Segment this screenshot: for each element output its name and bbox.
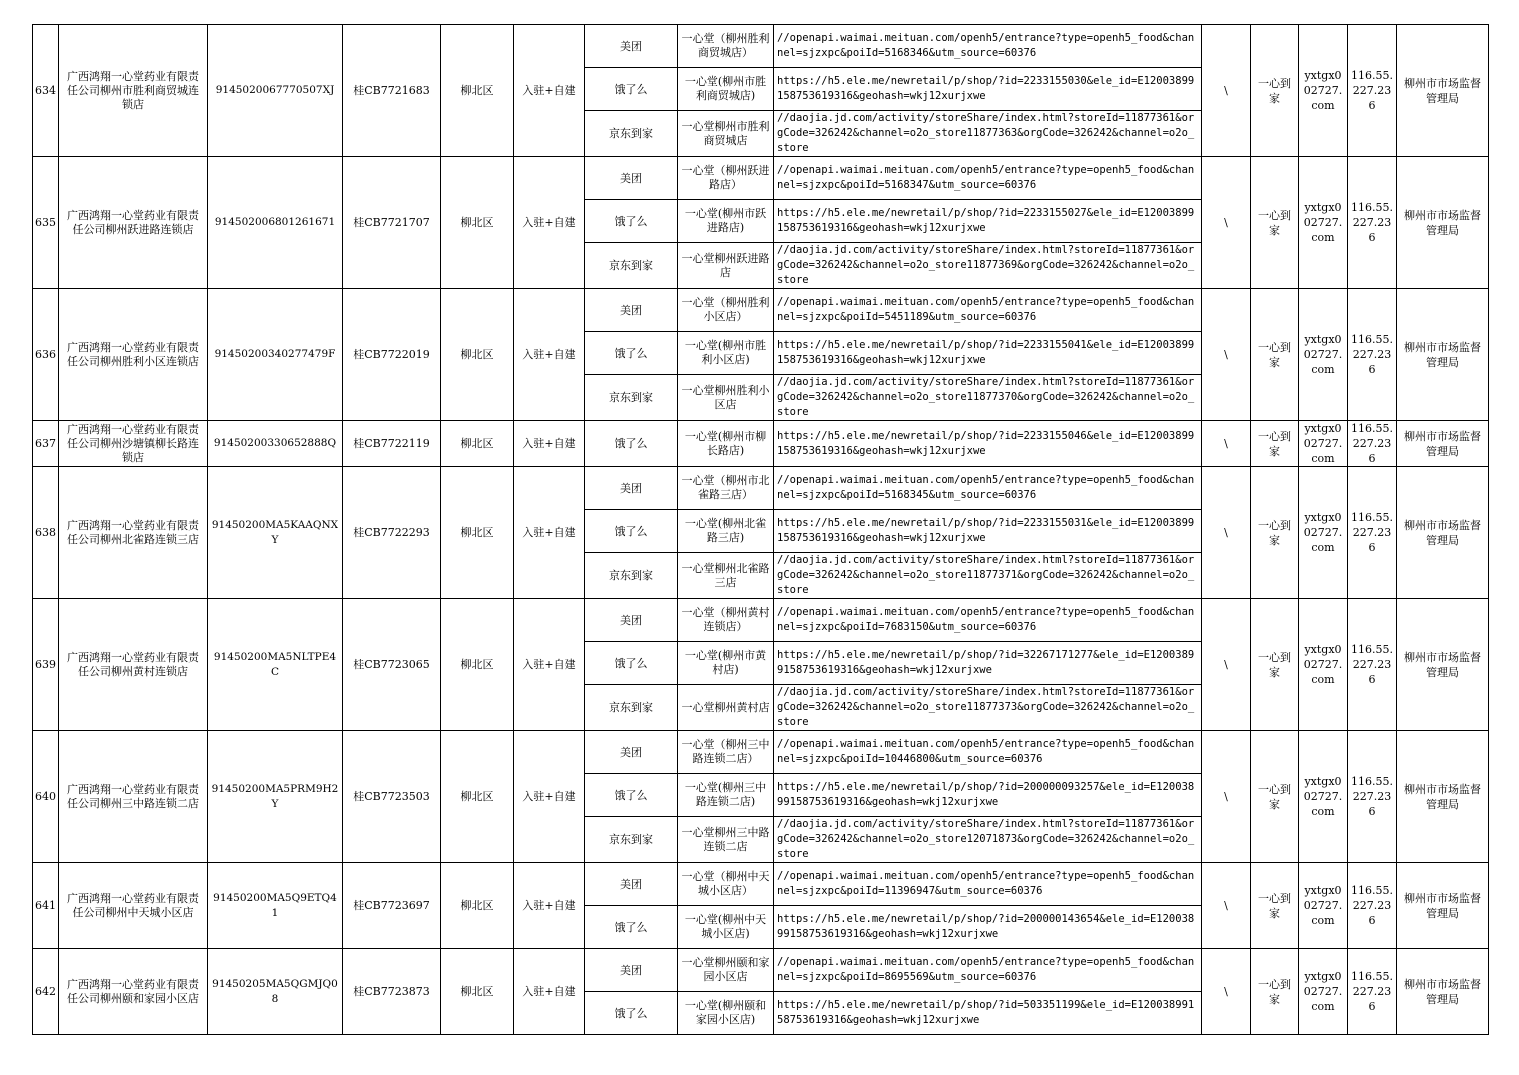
backslash-cell: \ xyxy=(1202,467,1251,599)
platform-name: 美团 xyxy=(585,731,678,774)
platform-shop-name: 一心堂柳州三中路连锁二店 xyxy=(678,817,774,863)
platform-name: 京东到家 xyxy=(585,243,678,289)
credit-code: 91450200340277479F xyxy=(208,289,343,421)
platform-link: //openapi.waimai.meituan.com/openh5/entrance?type=openh5_food&channel=sjzxpc&poiId=7683150&utm_source=60376 xyxy=(774,599,1202,642)
website-domain: yxtgx002727.com xyxy=(1299,949,1348,1035)
district: 柳北区 xyxy=(441,157,514,289)
website-domain: yxtgx002727.com xyxy=(1299,599,1348,731)
credit-code: 9145020067770507XJ xyxy=(208,25,343,157)
operation-mode: 入驻+自建 xyxy=(514,157,585,289)
district: 柳北区 xyxy=(441,949,514,1035)
platform-shop-name: 一心堂(柳州颐和家园小区店) xyxy=(678,992,774,1035)
platform-link: //openapi.waimai.meituan.com/openh5/entrance?type=openh5_food&channel=sjzxpc&poiId=11396947&utm_source=60376 xyxy=(774,863,1202,906)
ip-address: 116.55.227.236 xyxy=(1348,731,1397,863)
company-name: 广西鸿翔一心堂药业有限责任公司柳州北雀路连锁三店 xyxy=(59,467,208,599)
platform-shop-name: 一心堂（柳州胜利小区店） xyxy=(678,289,774,332)
supervising-authority: 柳州市市场监督管理局 xyxy=(1397,467,1489,599)
backslash-cell: \ xyxy=(1202,731,1251,863)
app-name: 一心到家 xyxy=(1251,421,1299,467)
supervising-authority: 柳州市市场监督管理局 xyxy=(1397,599,1489,731)
ip-address: 116.55.227.236 xyxy=(1348,599,1397,731)
table-row xyxy=(33,467,1489,510)
backslash-cell: \ xyxy=(1202,949,1251,1035)
supervising-authority: 柳州市市场监督管理局 xyxy=(1397,25,1489,157)
backslash-cell: \ xyxy=(1202,157,1251,289)
platform-link: //daojia.jd.com/activity/storeShare/index.html?storeId=11877361&orgCode=326242&channel=o2o_store11877369&orgCode=326242&channel=o2o_store xyxy=(774,243,1202,289)
credit-code: 91450205MA5QGMJQ08 xyxy=(208,949,343,1035)
credit-code: 91450200330652888Q xyxy=(208,421,343,467)
website-domain: yxtgx002727.com xyxy=(1299,157,1348,289)
company-name: 广西鸿翔一心堂药业有限责任公司柳州市胜利商贸城连锁店 xyxy=(59,25,208,157)
credit-code: 914502006801261671 xyxy=(208,157,343,289)
operation-mode: 入驻+自建 xyxy=(514,599,585,731)
platform-name: 美团 xyxy=(585,25,678,68)
app-name: 一心到家 xyxy=(1251,467,1299,599)
license-number: 桂CB7722019 xyxy=(343,289,441,421)
table-row xyxy=(33,863,1489,906)
platform-link: https://h5.ele.me/newretail/p/shop/?id=200000143654&ele_id=E12003899158753619316&geohash=wkj12xurjxwe xyxy=(774,906,1202,949)
platform-shop-name: 一心堂(柳州市胜利商贸城店) xyxy=(678,68,774,111)
row-number: 640 xyxy=(33,731,59,863)
platform-link: //openapi.waimai.meituan.com/openh5/entrance?type=openh5_food&channel=sjzxpc&poiId=8695569&utm_source=60376 xyxy=(774,949,1202,992)
platform-name: 饿了么 xyxy=(585,200,678,243)
table-row xyxy=(33,421,1489,467)
row-number: 637 xyxy=(33,421,59,467)
platform-shop-name: 一心堂（柳州跃进路店） xyxy=(678,157,774,200)
website-domain: yxtgx002727.com xyxy=(1299,289,1348,421)
platform-shop-name: 一心堂柳州胜利小区店 xyxy=(678,375,774,421)
district: 柳北区 xyxy=(441,863,514,949)
platform-shop-name: 一心堂（柳州三中路连锁二店） xyxy=(678,731,774,774)
table-row xyxy=(33,289,1489,332)
credit-code: 91450200MA5KAAQNXY xyxy=(208,467,343,599)
platform-shop-name: 一心堂(柳州北雀路三店) xyxy=(678,510,774,553)
platform-name: 饿了么 xyxy=(585,774,678,817)
table-row xyxy=(33,731,1489,774)
platform-name: 美团 xyxy=(585,289,678,332)
platform-name: 饿了么 xyxy=(585,68,678,111)
operation-mode: 入驻+自建 xyxy=(514,289,585,421)
app-name: 一心到家 xyxy=(1251,731,1299,863)
district: 柳北区 xyxy=(441,731,514,863)
ip-address: 116.55.227.236 xyxy=(1348,863,1397,949)
platform-name: 饿了么 xyxy=(585,906,678,949)
platform-name: 美团 xyxy=(585,599,678,642)
website-domain: yxtgx002727.com xyxy=(1299,467,1348,599)
row-number: 635 xyxy=(33,157,59,289)
platform-shop-name: 一心堂(柳州市黄村店) xyxy=(678,642,774,685)
ip-address: 116.55.227.236 xyxy=(1348,421,1397,467)
license-number: 桂CB7722293 xyxy=(343,467,441,599)
district: 柳北区 xyxy=(441,599,514,731)
ip-address: 116.55.227.236 xyxy=(1348,289,1397,421)
operation-mode: 入驻+自建 xyxy=(514,731,585,863)
app-name: 一心到家 xyxy=(1251,863,1299,949)
platform-name: 饿了么 xyxy=(585,332,678,375)
platform-link: https://h5.ele.me/newretail/p/shop/?id=200000093257&ele_id=E12003899158753619316&geohash=wkj12xurjxwe xyxy=(774,774,1202,817)
platform-link: https://h5.ele.me/newretail/p/shop/?id=2233155030&ele_id=E12003899158753619316&geohash=wkj12xurjxwe xyxy=(774,68,1202,111)
operation-mode: 入驻+自建 xyxy=(514,467,585,599)
platform-link: //openapi.waimai.meituan.com/openh5/entrance?type=openh5_food&channel=sjzxpc&poiId=5168347&utm_source=60376 xyxy=(774,157,1202,200)
platform-name: 饿了么 xyxy=(585,642,678,685)
operation-mode: 入驻+自建 xyxy=(514,25,585,157)
row-number: 638 xyxy=(33,467,59,599)
app-name: 一心到家 xyxy=(1251,289,1299,421)
operation-mode: 入驻+自建 xyxy=(514,949,585,1035)
company-name: 广西鸿翔一心堂药业有限责任公司柳州颐和家园小区店 xyxy=(59,949,208,1035)
credit-code: 91450200MA5Q9ETQ41 xyxy=(208,863,343,949)
ip-address: 116.55.227.236 xyxy=(1348,157,1397,289)
website-domain: yxtgx002727.com xyxy=(1299,863,1348,949)
platform-shop-name: 一心堂(柳州市胜利小区店) xyxy=(678,332,774,375)
platform-link: //openapi.waimai.meituan.com/openh5/entrance?type=openh5_food&channel=sjzxpc&poiId=5451189&utm_source=60376 xyxy=(774,289,1202,332)
table-row xyxy=(33,599,1489,642)
website-domain: yxtgx002727.com xyxy=(1299,421,1348,467)
platform-link: //openapi.waimai.meituan.com/openh5/entrance?type=openh5_food&channel=sjzxpc&poiId=5168345&utm_source=60376 xyxy=(774,467,1202,510)
license-number: 桂CB7721707 xyxy=(343,157,441,289)
platform-name: 饿了么 xyxy=(585,992,678,1035)
platform-name: 京东到家 xyxy=(585,817,678,863)
platform-link: https://h5.ele.me/newretail/p/shop/?id=2233155041&ele_id=E12003899158753619316&geohash=wkj12xurjxwe xyxy=(774,332,1202,375)
platform-shop-name: 一心堂（柳州中天城小区店） xyxy=(678,863,774,906)
platform-link: https://h5.ele.me/newretail/p/shop/?id=2233155046&ele_id=E12003899158753619316&geohash=wkj12xurjxwe xyxy=(774,421,1202,467)
row-number: 636 xyxy=(33,289,59,421)
platform-link: //openapi.waimai.meituan.com/openh5/entrance?type=openh5_food&channel=sjzxpc&poiId=10446800&utm_source=60376 xyxy=(774,731,1202,774)
platform-link: //daojia.jd.com/activity/storeShare/index.html?storeId=11877361&orgCode=326242&channel=o2o_store11877370&orgCode=326242&channel=o2o_store xyxy=(774,375,1202,421)
company-name: 广西鸿翔一心堂药业有限责任公司柳州三中路连锁二店 xyxy=(59,731,208,863)
credit-code: 91450200MA5NLTPE4C xyxy=(208,599,343,731)
platform-shop-name: 一心堂柳州颐和家园小区店 xyxy=(678,949,774,992)
platform-link: //openapi.waimai.meituan.com/openh5/entrance?type=openh5_food&channel=sjzxpc&poiId=5168346&utm_source=60376 xyxy=(774,25,1202,68)
supervising-authority: 柳州市市场监督管理局 xyxy=(1397,949,1489,1035)
backslash-cell: \ xyxy=(1202,863,1251,949)
row-number: 639 xyxy=(33,599,59,731)
platform-link: https://h5.ele.me/newretail/p/shop/?id=2233155031&ele_id=E12003899158753619316&geohash=wkj12xurjxwe xyxy=(774,510,1202,553)
platform-name: 京东到家 xyxy=(585,111,678,157)
platform-link: //daojia.jd.com/activity/storeShare/index.html?storeId=11877361&orgCode=326242&channel=o2o_store11877373&orgCode=326242&channel=o2o_store xyxy=(774,685,1202,731)
backslash-cell: \ xyxy=(1202,599,1251,731)
district: 柳北区 xyxy=(441,467,514,599)
store-registry-table xyxy=(32,24,1489,1035)
platform-shop-name: 一心堂（柳州市北雀路三店） xyxy=(678,467,774,510)
platform-shop-name: 一心堂(柳州市跃进路店) xyxy=(678,200,774,243)
supervising-authority: 柳州市市场监督管理局 xyxy=(1397,289,1489,421)
platform-name: 京东到家 xyxy=(585,685,678,731)
platform-link: //daojia.jd.com/activity/storeShare/index.html?storeId=11877361&orgCode=326242&channel=o2o_store11877363&orgCode=326242&channel=o2o_store xyxy=(774,111,1202,157)
backslash-cell: \ xyxy=(1202,25,1251,157)
supervising-authority: 柳州市市场监督管理局 xyxy=(1397,157,1489,289)
platform-name: 美团 xyxy=(585,157,678,200)
platform-link: //daojia.jd.com/activity/storeShare/index.html?storeId=11877361&orgCode=326242&channel=o2o_store12071873&orgCode=326242&channel=o2o_store xyxy=(774,817,1202,863)
platform-shop-name: 一心堂（柳州黄村连锁店） xyxy=(678,599,774,642)
table-row xyxy=(33,157,1489,200)
platform-shop-name: 一心堂柳州跃进路店 xyxy=(678,243,774,289)
platform-shop-name: 一心堂柳州黄村店 xyxy=(678,685,774,731)
ip-address: 116.55.227.236 xyxy=(1348,467,1397,599)
company-name: 广西鸿翔一心堂药业有限责任公司柳州中天城小区店 xyxy=(59,863,208,949)
app-name: 一心到家 xyxy=(1251,25,1299,157)
ip-address: 116.55.227.236 xyxy=(1348,949,1397,1035)
backslash-cell: \ xyxy=(1202,289,1251,421)
row-number: 641 xyxy=(33,863,59,949)
row-number: 642 xyxy=(33,949,59,1035)
supervising-authority: 柳州市市场监督管理局 xyxy=(1397,421,1489,467)
license-number: 桂CB7722119 xyxy=(343,421,441,467)
platform-name: 饿了么 xyxy=(585,510,678,553)
company-name: 广西鸿翔一心堂药业有限责任公司柳州跃进路连锁店 xyxy=(59,157,208,289)
supervising-authority: 柳州市市场监督管理局 xyxy=(1397,731,1489,863)
app-name: 一心到家 xyxy=(1251,949,1299,1035)
table-row xyxy=(33,25,1489,68)
website-domain: yxtgx002727.com xyxy=(1299,25,1348,157)
supervising-authority: 柳州市市场监督管理局 xyxy=(1397,863,1489,949)
platform-name: 美团 xyxy=(585,949,678,992)
platform-name: 饿了么 xyxy=(585,421,678,467)
license-number: 桂CB7723503 xyxy=(343,731,441,863)
operation-mode: 入驻+自建 xyxy=(514,421,585,467)
table-body xyxy=(33,25,1489,1035)
platform-link: https://h5.ele.me/newretail/p/shop/?id=2233155027&ele_id=E12003899158753619316&geohash=wkj12xurjxwe xyxy=(774,200,1202,243)
company-name: 广西鸿翔一心堂药业有限责任公司柳州胜利小区连锁店 xyxy=(59,289,208,421)
credit-code: 91450200MA5PRM9H2Y xyxy=(208,731,343,863)
platform-shop-name: 一心堂（柳州胜利商贸城店） xyxy=(678,25,774,68)
operation-mode: 入驻+自建 xyxy=(514,863,585,949)
row-number: 634 xyxy=(33,25,59,157)
website-domain: yxtgx002727.com xyxy=(1299,731,1348,863)
platform-link: https://h5.ele.me/newretail/p/shop/?id=32267171277&ele_id=E12003899158753619316&geohash=wkj12xurjxwe xyxy=(774,642,1202,685)
app-name: 一心到家 xyxy=(1251,157,1299,289)
ip-address: 116.55.227.236 xyxy=(1348,25,1397,157)
district: 柳北区 xyxy=(441,421,514,467)
district: 柳北区 xyxy=(441,25,514,157)
license-number: 桂CB7723697 xyxy=(343,863,441,949)
platform-link: https://h5.ele.me/newretail/p/shop/?id=503351199&ele_id=E12003899158753619316&geohash=wkj12xurjxwe xyxy=(774,992,1202,1035)
license-number: 桂CB7723873 xyxy=(343,949,441,1035)
platform-name: 京东到家 xyxy=(585,553,678,599)
table-row xyxy=(33,949,1489,992)
platform-name: 美团 xyxy=(585,863,678,906)
backslash-cell: \ xyxy=(1202,421,1251,467)
platform-shop-name: 一心堂柳州北雀路三店 xyxy=(678,553,774,599)
district: 柳北区 xyxy=(441,289,514,421)
platform-shop-name: 一心堂(柳州三中路连锁二店) xyxy=(678,774,774,817)
company-name: 广西鸿翔一心堂药业有限责任公司柳州沙塘镇柳长路连锁店 xyxy=(59,421,208,467)
license-number: 桂CB7721683 xyxy=(343,25,441,157)
app-name: 一心到家 xyxy=(1251,599,1299,731)
platform-link: //daojia.jd.com/activity/storeShare/index.html?storeId=11877361&orgCode=326242&channel=o2o_store11877371&orgCode=326242&channel=o2o_store xyxy=(774,553,1202,599)
platform-name: 京东到家 xyxy=(585,375,678,421)
platform-shop-name: 一心堂(柳州市柳长路店) xyxy=(678,421,774,467)
platform-shop-name: 一心堂(柳州中天城小区店) xyxy=(678,906,774,949)
company-name: 广西鸿翔一心堂药业有限责任公司柳州黄村连锁店 xyxy=(59,599,208,731)
platform-name: 美团 xyxy=(585,467,678,510)
license-number: 桂CB7723065 xyxy=(343,599,441,731)
platform-shop-name: 一心堂柳州市胜利商贸城店 xyxy=(678,111,774,157)
